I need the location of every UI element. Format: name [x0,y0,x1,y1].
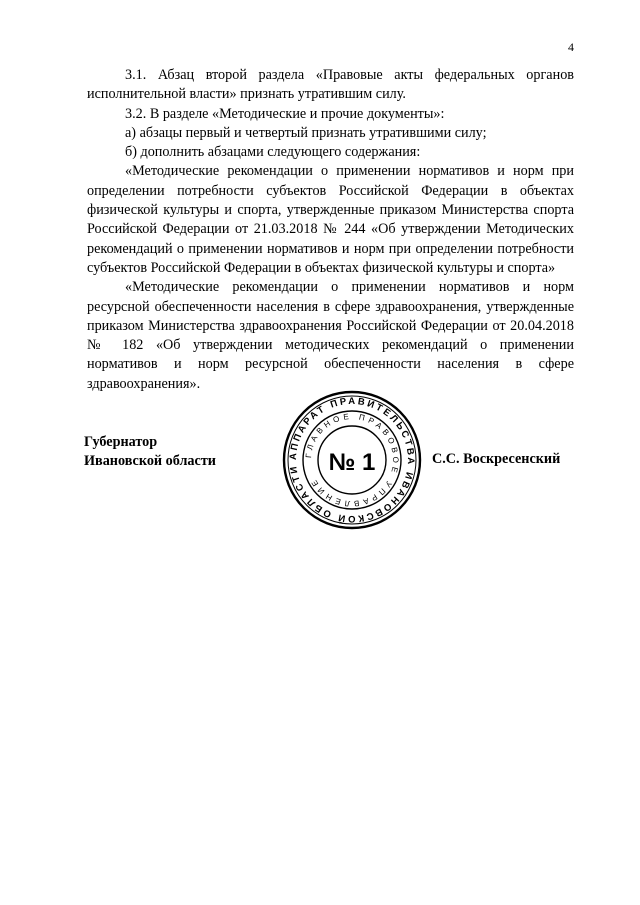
paragraph-b: б) дополнить абзацами следующего содержания: [125,144,421,161]
signature-title [84,433,216,471]
paragraph-health-recommendations: «Методические рекомендации о применении нормативов и норм ресурсной обеспеченности населения в сфере здравоохранения, утвержденные приказом Министерства здравоохранения Российской Федерации от 20.04.2018 № 182 «Об утверждении методических рекомендаций о применении нормативов и норм ресурсной обеспеченности населения в сфере здравоохранения». [87,279,574,392]
paragraph-a: а) абзацы первый и четвертый признать утратившими силу; [125,124,487,141]
signature-title-line2: Ивановской области [84,453,216,469]
signature-title-line1: Губернатор [84,434,158,450]
stamp-number: № 1 [328,449,376,476]
document-body [87,66,574,394]
paragraph-3-1: 3.1. Абзац второй раздела «Правовые акты федеральных органов исполнительной власти» признать утратившим силу. [87,67,574,103]
official-stamp [282,390,422,530]
paragraph-3-2: 3.2. В разделе «Методические и прочие документы»: [125,105,445,122]
stamp-ring-text: АППАРАТ ПРАВИТЕЛЬСТВА ИВАНОВСКОЙ ОБЛАСТИ [287,395,417,525]
signature-name: С.С. Воскресенский [432,451,561,467]
paragraph-sport-recommendations: «Методические рекомендации о применении нормативов и норм при определении потребности субъектов Российской Федерации в объектах физической культуры и спорта, утвержденные приказом Министерства спорта Российской Федерации от 21.03.2018 № 244 «Об утверждении Методических рекомендаций о применении нормативов и норм при определении потребности субъектов Российской Федерации в объектах физической культуры и спорта» [87,163,574,276]
stamp-inner-ring-text: ГЛАВНОЕ ПРАВОВОЕ УПРАВЛЕНИЕ [304,411,401,509]
page-number: 4 [568,40,574,54]
